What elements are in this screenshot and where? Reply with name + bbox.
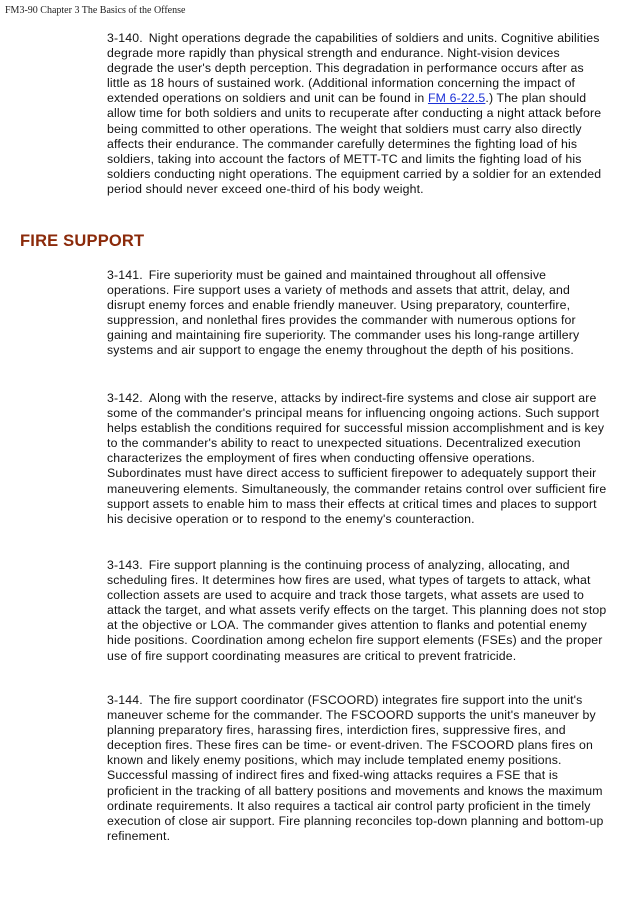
paragraph-number: 3-141. <box>107 268 143 282</box>
paragraph-text: Fire support planning is the continuing process of analyzing, allocating, and scheduling fires. It determines how fires are used, what types of targets to attack, what collection assets are used to acquire and track those targets, what assets are used to attack the target, and what assets verify effects on the target. This planning does not stop at the objective or LOA. The commander gives attention to flanks and potential enemy hide positions. Coordination among echelon fire support elements (FSEs) and the proper use of fire support coordinating measures are critical to prevent fratricide. <box>107 558 607 663</box>
fm-6-22-5-link[interactable]: FM 6-22.5 <box>427 91 486 106</box>
paragraph-3-142 <box>107 391 607 527</box>
paragraph-3-143 <box>107 558 607 664</box>
paragraph-3-141 <box>107 268 607 359</box>
paragraph-text: Night operations degrade the capabilities of soldiers and units. Cognitive abilities degrade more rapidly than physical strength and endurance. Night-vision devices degrade the user's depth perception. This degradation in performance occurs after as little as 18 hours of sustained work. (Additional information concerning the impact of extended operations on soldiers and unit can be found in <box>107 31 600 106</box>
paragraph-text: The fire support coordinator (FSCOORD) integrates fire support into the unit's maneuver scheme for the commander. The FSCOORD supports the unit's maneuver by planning preparatory fires, harassing fires, interdiction fires, suppressive fires, and deception fires. These fires can be time- or event-driven. The FSCOORD plans fires on known and likely enemy positions, which may include templated enemy positions. Successful massing of indirect fires and fixed-wing attacks requires a FSE that is proficient in the tracking of all battery positions and movements and knows the maximum ordinate requirements. It also requires a tactical air control party proficient in the timely execution of close air support. Fire planning reconciles top-down planning and bottom-up refinement. <box>107 693 604 843</box>
paragraph-text: Fire superiority must be gained and maintained throughout all offensive operations. Fire support uses a variety of methods and assets that attrit, delay, and disrupt enemy forces and enable friendly maneuver. Using preparatory, counterfire, suppression, and nonlethal fires provides the commander with numerous options for gaining and maintaining fire superiority. The commander uses his long-range artillery systems and air support to engage the enemy throughout the depth of his positions. <box>107 268 580 358</box>
paragraph-number: 3-142. <box>107 391 143 405</box>
paragraph-number: 3-143. <box>107 558 143 572</box>
paragraph-number: 3-140. <box>107 31 143 45</box>
paragraph-text-continued: .) The plan should allow time for both soldiers and units to recuperate after conducting a night attack before being committed to other operations. The weight that soldiers must carry also directly affects their endurance. The commander carefully determines the fighting load of his soldiers, taking into account the factors of METT-TC and limits the fighting load of his soldiers conducting night operations. The equipment carried by a soldier for an extended period should never exceed one-third of his body weight. <box>107 91 602 196</box>
paragraph-3-144 <box>107 693 607 844</box>
running-header: FM3-90 Chapter 3 The Basics of the Offense <box>5 5 186 16</box>
paragraph-text: Along with the reserve, attacks by indirect-fire systems and close air support are some of the commander's principal means for influencing ongoing actions. Such support helps establish the conditions required for successful mission accomplishment and is key to the commander's ability to react to unexpected situations. Decentralized execution characterizes the employment of fires when conducting offensive operations. Subordinates must have direct access to sufficient firepower to adequately support their maneuvering elements. Simultaneously, the commander retains control over sufficient fire support assets to enable him to mass their effects at critical times and places to support his decisive operation or to respond to the enemy's counteraction. <box>107 391 607 526</box>
paragraph-number: 3-144. <box>107 693 143 707</box>
paragraph-3-140 <box>107 31 607 197</box>
section-heading-fire-support: FIRE SUPPORT <box>20 232 145 250</box>
